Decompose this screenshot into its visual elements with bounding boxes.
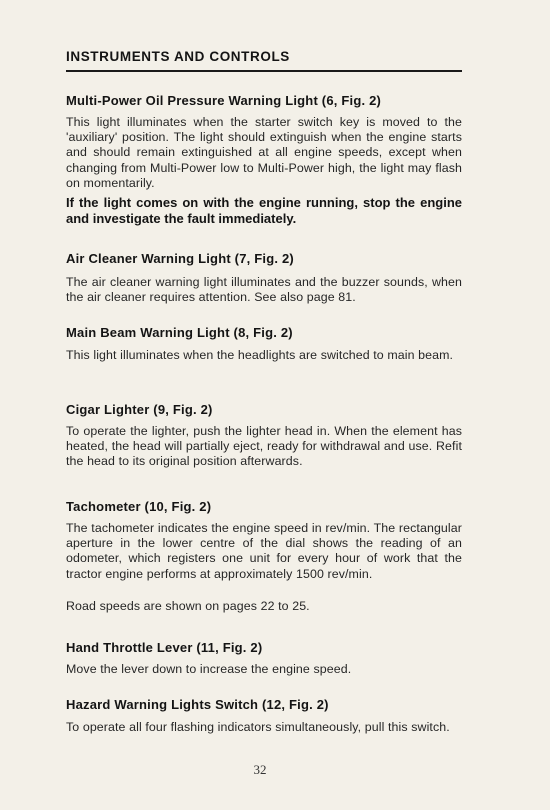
section-text-main-beam: This light illuminates when the headlights are switched to main beam. bbox=[66, 348, 454, 362]
page-number: 32 bbox=[253, 762, 267, 777]
section-heading-air-cleaner: Air Cleaner Warning Light (7, Fig. 2) bbox=[66, 251, 294, 266]
header-rule bbox=[66, 70, 462, 72]
section-heading-hazard-switch: Hazard Warning Lights Switch (12, Fig. 2) bbox=[66, 697, 329, 712]
section-text-cigar-lighter: To operate the lighter, push the lighter head in. When the element has heated, the head will partially eject, ready for withdrawal and use. Refit the head to its original position afterwards. bbox=[66, 424, 462, 469]
page-header: INSTRUMENTS AND CONTROLS bbox=[66, 49, 290, 64]
section-text-road-speeds: Road speeds are shown on pages 22 to 25. bbox=[66, 599, 310, 613]
section-heading-tachometer: Tachometer (10, Fig. 2) bbox=[66, 499, 212, 514]
section-text-hand-throttle: Move the lever down to increase the engine speed. bbox=[66, 662, 352, 676]
section-heading-main-beam: Main Beam Warning Light (8, Fig. 2) bbox=[66, 325, 293, 340]
section-text-oil-pressure: This light illuminates when the starter switch key is moved to the 'auxiliary' position. The light should extinguish when the engine starts and should remain extinguished at all engine speeds, except when changing from Multi-Power low to Multi-Power high, the light may flash on momentarily. bbox=[66, 115, 462, 190]
section-text-tachometer: The tachometer indicates the engine speed in rev/min. The rectangular aperture in the lower centre of the dial shows the reading of an odometer, which registers one unit for every hour of work that the tractor engine performs at approximately 1500 rev/min. bbox=[66, 521, 462, 581]
section-heading-cigar-lighter: Cigar Lighter (9, Fig. 2) bbox=[66, 402, 213, 417]
section-heading-hand-throttle: Hand Throttle Lever (11, Fig. 2) bbox=[66, 640, 263, 655]
section-heading-oil-pressure: Multi-Power Oil Pressure Warning Light (6, Fig. 2) bbox=[66, 93, 382, 108]
warning-text-oil-pressure: If the light comes on with the engine running, stop the engine and investigate the fault immediately. bbox=[66, 195, 462, 226]
section-text-hazard-switch: To operate all four flashing indicators simultaneously, pull this switch. bbox=[66, 720, 450, 734]
section-text-air-cleaner: The air cleaner warning light illuminates and the buzzer sounds, when the air cleaner requires attention. See also page 81. bbox=[66, 275, 462, 305]
